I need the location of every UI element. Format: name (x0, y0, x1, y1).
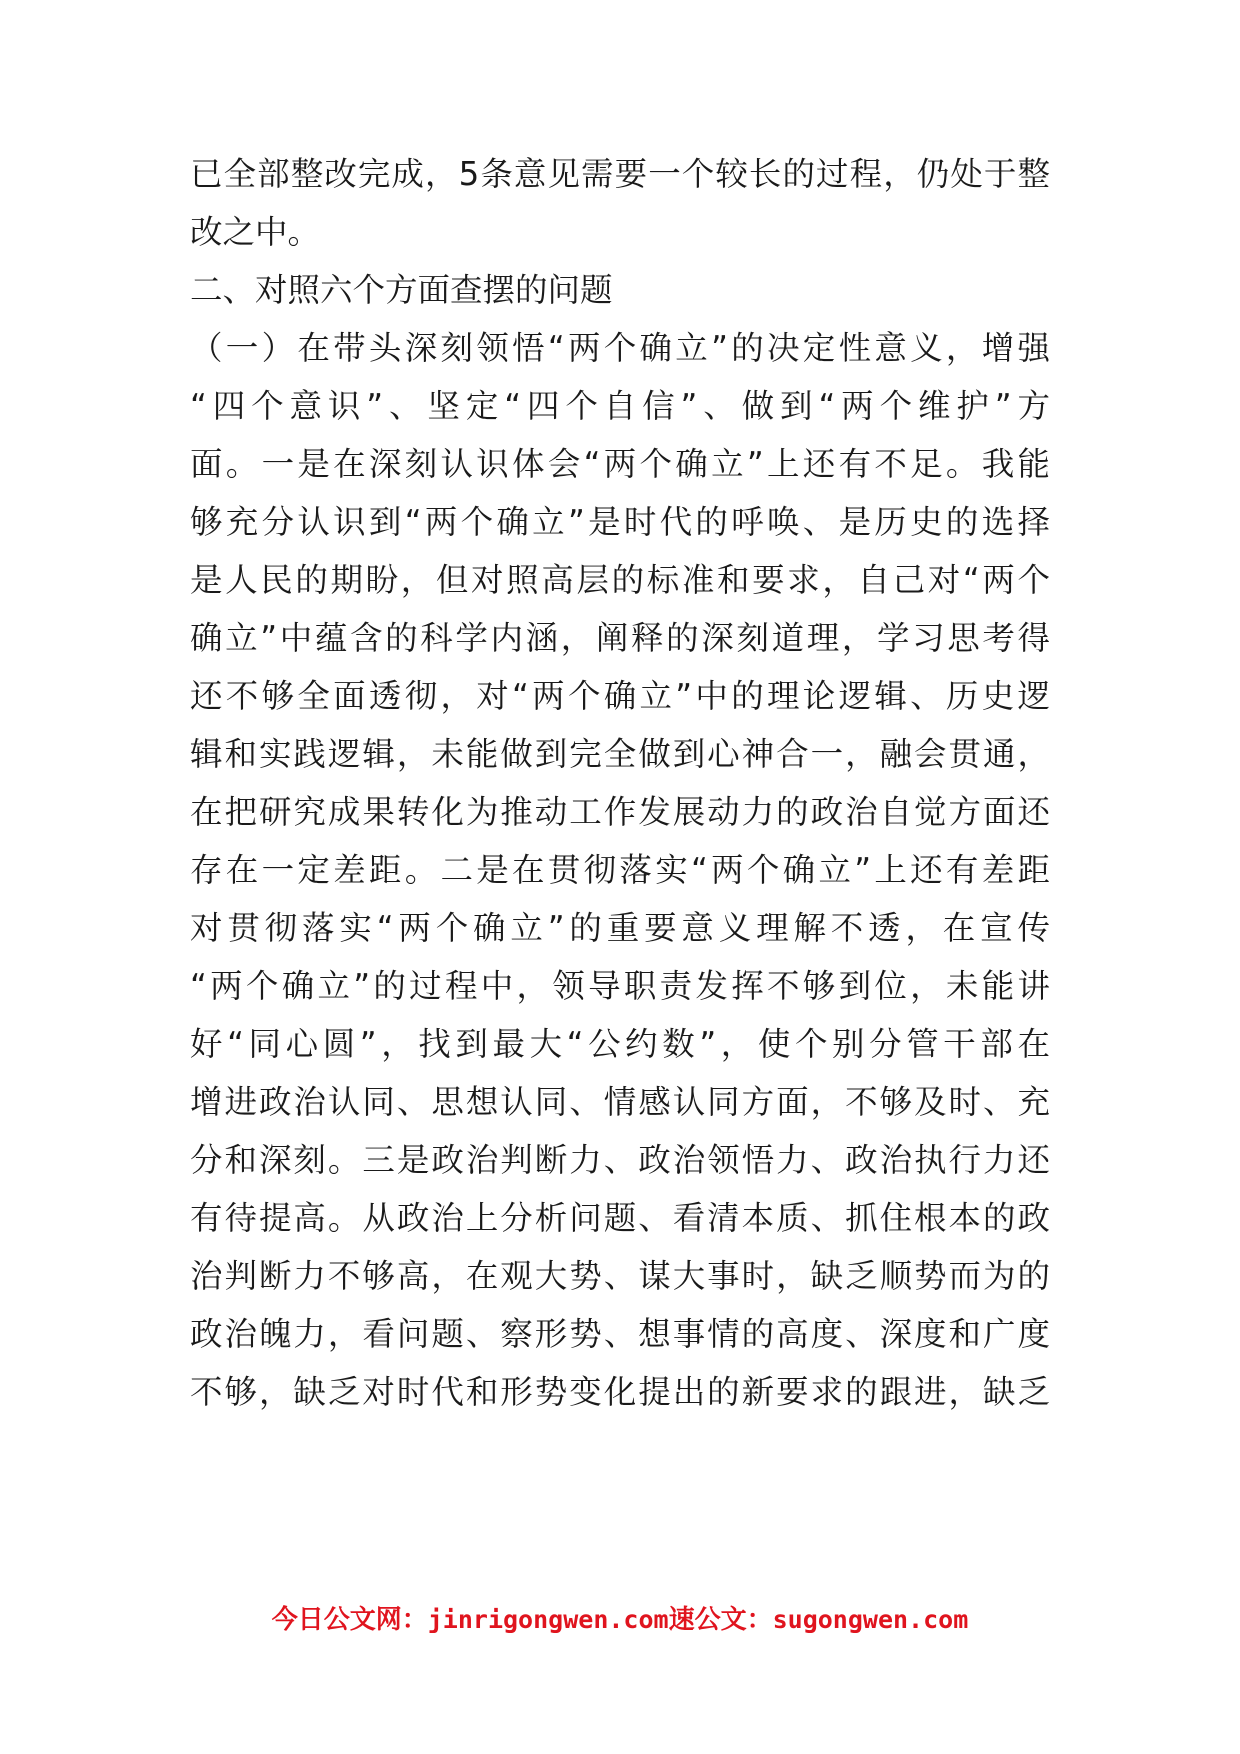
text-line: 不够，缺乏对时代和形势变化提出的新要求的跟进，缺乏 (190, 1373, 1050, 1411)
text-line: 治判断力不够高，在观大势、谋大事时，缺乏顺势而为的 (190, 1257, 1050, 1295)
text-line: 对贯彻落实“两个确立”的重要意义理解不透，在宣传 (190, 909, 1050, 947)
footer-watermark (0, 1600, 1240, 1640)
text-line: 已全部整改完成，5条意见需要一个较长的过程，仍处于整 (190, 155, 1050, 193)
text-line: 辑和实践逻辑，未能做到完全做到心神合一，融会贯通， (190, 735, 1050, 773)
text-line: 还不够全面透彻，对“两个确立”中的理论逻辑、历史逻 (190, 677, 1050, 715)
text-line: 政治魄力，看问题、察形势、想事情的高度、深度和广度 (190, 1315, 1050, 1353)
text-line: （一）在带头深刻领悟“两个确立”的决定性意义，增强 (190, 329, 1050, 367)
text-line: 面。一是在深刻认识体会“两个确立”上还有不足。我能 (190, 445, 1050, 483)
footer-site2-url[interactable]: sugongwen.com (772, 1605, 969, 1634)
text-line: 够充分认识到“两个确立”是时代的呼唤、是历史的选择 (190, 503, 1050, 541)
footer-site2-name: 速公文： (668, 1605, 773, 1635)
text-line: 存在一定差距。二是在贯彻落实“两个确立”上还有差距 (190, 851, 1050, 889)
footer-site1-name: 今日公文网： (271, 1605, 428, 1635)
text-line: 增进政治认同、思想认同、情感认同方面，不够及时、充 (190, 1083, 1050, 1121)
footer-site1-url[interactable]: jinrigongwen.com (427, 1605, 669, 1634)
text-line: 有待提高。从政治上分析问题、看清本质、抓住根本的政 (190, 1199, 1050, 1237)
text-line: 确立”中蕴含的科学内涵，阐释的深刻道理，学习思考得 (190, 619, 1050, 657)
text-line: 分和深刻。三是政治判断力、政治领悟力、政治执行力还 (190, 1141, 1050, 1179)
text-line: 在把研究成果转化为推动工作发展动力的政治自觉方面还 (190, 793, 1050, 831)
section-heading: 二、对照六个方面查摆的问题 (190, 271, 613, 309)
text-line: 好“同心圆”，找到最大“公约数”，使个别分管干部在 (190, 1025, 1050, 1063)
text-line: 改之中。 (190, 213, 321, 251)
text-line: “两个确立”的过程中，领导职责发挥不够到位，未能讲 (190, 967, 1050, 1005)
text-line: 是人民的期盼，但对照高层的标准和要求，自己对“两个 (190, 561, 1050, 599)
text-line: “四个意识”、坚定“四个自信”、做到“两个维护”方 (190, 387, 1050, 425)
